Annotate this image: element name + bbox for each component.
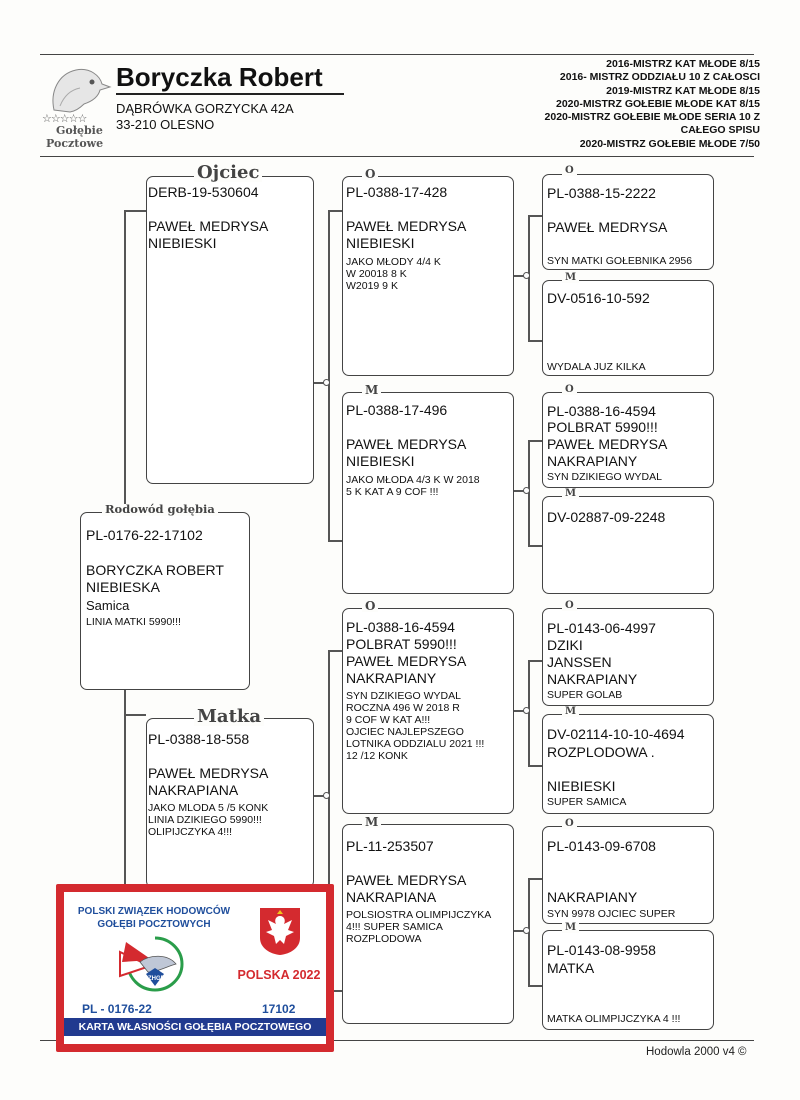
note-line: ROZPLODOWA (346, 933, 422, 945)
mm-line: PAWEŁ MEDRYSA (346, 872, 467, 888)
card-org-line-1: POLSKI ZWIĄZEK HODOWCÓW (77, 906, 231, 917)
card-country: POLSKA 2022 (237, 968, 321, 982)
software-credit: Hodowla 2000 v4 © (646, 1046, 747, 1058)
ff-line: PAWEŁ MEDRYSA (346, 218, 467, 234)
mff-line: JANSSEN (547, 654, 612, 670)
ff-details (346, 218, 466, 252)
ff-notes (346, 256, 441, 292)
ff-line: NIEBIESKI (346, 235, 415, 251)
header-rule-top (40, 54, 754, 55)
sire-label: O (562, 819, 577, 829)
logo-stars: ☆☆☆☆☆ (42, 113, 87, 125)
mff-line: NAKRAPIANY (547, 671, 638, 687)
mf-notes (346, 690, 484, 762)
dam-label: M (562, 489, 579, 499)
father-line: NIEBIESKI (148, 235, 217, 251)
mff-line: DZIKI (547, 637, 583, 653)
card-ring-right: 17102 (262, 1002, 296, 1016)
card-emblem-text: PZHGP (144, 976, 165, 982)
mfm-line: ROZPLODOWA . (547, 744, 655, 760)
mmm-ring: PL-0143-08-9958 (547, 942, 656, 958)
note-line: 12 /12 KONK (346, 750, 408, 762)
ffm-ring: DV-0516-10-592 (547, 290, 650, 306)
achievement: 2016- MISTRZ ODDZIAŁU 10 Z CAŁOSCI (559, 71, 760, 84)
note-line: W 20018 8 K (346, 268, 407, 280)
main-details (86, 562, 224, 596)
fmf-details (547, 419, 667, 470)
achievement: 2016-MISTRZ KAT MŁODE 8/15 (606, 58, 760, 70)
note-line: ROCZNA 496 W 2018 R (346, 702, 460, 714)
pedigree-label: Rodowód gołębia (102, 504, 218, 516)
note-line: 4!!! SUPER SAMICA (346, 921, 443, 933)
address-line-1: DĄBRÓWKA GORZYCKA 42A (116, 101, 294, 116)
card-ring-left: PL - 0176-22 (82, 1002, 152, 1016)
mmf-line: NAKRAPIANY (547, 889, 638, 905)
achievement: 2020-MISTRZ GOŁEBIE MŁODE KAT 8/15 (555, 97, 760, 110)
mmm-line: MATKA (547, 960, 595, 976)
note-line: SYN DZIKIEGO WYDAL (346, 690, 461, 702)
achievement: 2020-MISTRZ GOŁEBIE MŁODE SERIA 10 Z (544, 111, 760, 124)
father-ring: DERB-19-530604 (148, 184, 259, 200)
ffm-note: WYDALA JUZ KILKA (547, 361, 646, 373)
dam-label: M (562, 273, 579, 283)
mfm-line-2: NIEBIESKI (547, 778, 616, 794)
father-line: PAWEŁ MEDRYSA (148, 218, 269, 234)
dam-label: M (562, 923, 579, 933)
mf-line: PAWEŁ MEDRYSA (346, 653, 467, 669)
mm-line: NAKRAPIANA (346, 889, 437, 905)
note-line: JAKO MŁODY 4/4 K (346, 256, 441, 268)
logo (40, 62, 112, 154)
logo-text-1: Gołębie (56, 124, 103, 137)
main-line-note: LINIA MATKI 5990!!! (86, 616, 181, 628)
mother-line: NAKRAPIANA (148, 782, 239, 798)
fmf-line: NAKRAPIANY (547, 453, 638, 469)
mff-details (547, 637, 637, 688)
card-org-line-2: GOŁĘBI POCZTOWYCH (97, 919, 211, 930)
dam-label: M (362, 384, 381, 396)
sire-label: O (362, 168, 378, 180)
mf-line: POLBRAT 5990!!! (346, 636, 457, 652)
note-line: POLSIOSTRA OLIMPIJCZYKA (346, 909, 492, 921)
mf-details (346, 636, 466, 687)
note-line: OJCIEC NAJLEPSZEGO (346, 726, 464, 738)
fm-ring: PL-0388-17-496 (346, 402, 448, 418)
father-details (148, 218, 268, 252)
main-ring: PL-0176-22-17102 (86, 527, 203, 543)
address-line-2: 33-210 OLESNO (116, 117, 215, 132)
mother-details (148, 765, 268, 799)
dam-label: M (362, 816, 381, 828)
ff-ring: PL-0388-17-428 (346, 184, 448, 200)
sire-label: O (362, 600, 378, 612)
pzhgp-emblem-icon (110, 932, 200, 994)
fm-line: NIEBIESKI (346, 453, 415, 469)
achievement: CAŁEGO SPISU (680, 124, 760, 137)
mother-label: Matka (194, 708, 264, 726)
mm-ring: PL-11-253507 (346, 838, 434, 854)
pigeon-head-icon (40, 62, 112, 114)
sire-label: O (562, 385, 577, 395)
polish-eagle-icon (258, 906, 302, 956)
ownership-card (56, 884, 334, 1052)
fmf-note: SYN DZIKIEGO WYDAL (547, 471, 662, 483)
fm-details (346, 436, 466, 470)
note-line: 9 COF W KAT A!!! (346, 714, 431, 726)
mother-ring: PL-0388-18-558 (148, 731, 250, 747)
mmf-note: SYN 9978 OJCIEC SUPER (547, 908, 676, 920)
note-line: 5 K KAT A 9 COF !!! (346, 486, 439, 498)
achievement: 2019-MISTRZ KAT MŁODE 8/15 (606, 84, 760, 97)
mff-note: SUPER GOLAB (547, 689, 623, 701)
note-line: JAKO MŁODA 4/3 K W 2018 (346, 474, 480, 486)
mfm-ring: DV-02114-10-10-4694 (547, 726, 685, 742)
fm-line: PAWEŁ MEDRYSA (346, 436, 467, 452)
mother-notes (148, 802, 268, 838)
owner-underline (116, 93, 344, 95)
mm-notes (346, 909, 491, 945)
note-line: W2019 9 K (346, 280, 398, 292)
main-line: BORYCZKA ROBERT (86, 562, 224, 578)
card-footer-text: KARTA WŁASNOŚCI GOŁĘBIA POCZTOWEGO (78, 1021, 312, 1033)
sire-label: O (562, 601, 577, 611)
achievement: 2020-MISTRZ GOŁEBIE MŁODE 7/50 (579, 137, 760, 150)
fff-line: PAWEŁ MEDRYSA (547, 219, 668, 235)
fff-ring: PL-0388-15-2222 (547, 185, 656, 201)
note-line: JAKO MLODA 5 /5 KONK (148, 802, 269, 814)
fmf-ring: PL-0388-16-4594 (547, 403, 656, 419)
mmf-ring: PL-0143-09-6708 (547, 838, 656, 854)
main-line: NIEBIESKA (86, 579, 160, 595)
mother-line: PAWEŁ MEDRYSA (148, 765, 269, 781)
sire-label: O (562, 166, 577, 176)
logo-text-2: Pocztowe (46, 137, 104, 150)
mff-ring: PL-0143-06-4997 (547, 620, 656, 636)
note-line: LOTNIKA ODDZIALU 2021 !!! (346, 738, 485, 750)
fmf-line: PAWEŁ MEDRYSA (547, 436, 668, 452)
owner-name: Boryczka Robert (116, 62, 323, 92)
fmf-line: POLBRAT 5990!!! (547, 419, 658, 435)
dam-label: M (562, 707, 579, 717)
header-rule-bottom (40, 156, 754, 157)
mf-line: NAKRAPIANY (346, 670, 437, 686)
ownership-card-inner (64, 892, 326, 1044)
mm-details (346, 872, 466, 906)
fmm-ring: DV-02887-09-2248 (547, 509, 666, 525)
mf-ring: PL-0388-16-4594 (346, 619, 455, 635)
fm-notes (346, 474, 480, 498)
main-sex: Samica (86, 598, 130, 613)
note-line: OLIPIJCZYKA 4!!! (148, 826, 233, 838)
father-label: Ojciec (194, 164, 262, 182)
mfm-note: SUPER SAMICA (547, 796, 627, 808)
note-line: LINIA DZIKIEGO 5990!!! (148, 814, 262, 826)
mmm-note: MATKA OLIMPIJCZYKA 4 !!! (547, 1013, 681, 1025)
fff-note: SYN MATKI GOŁEBNIKA 2956 (547, 255, 693, 267)
achievements (545, 58, 760, 151)
